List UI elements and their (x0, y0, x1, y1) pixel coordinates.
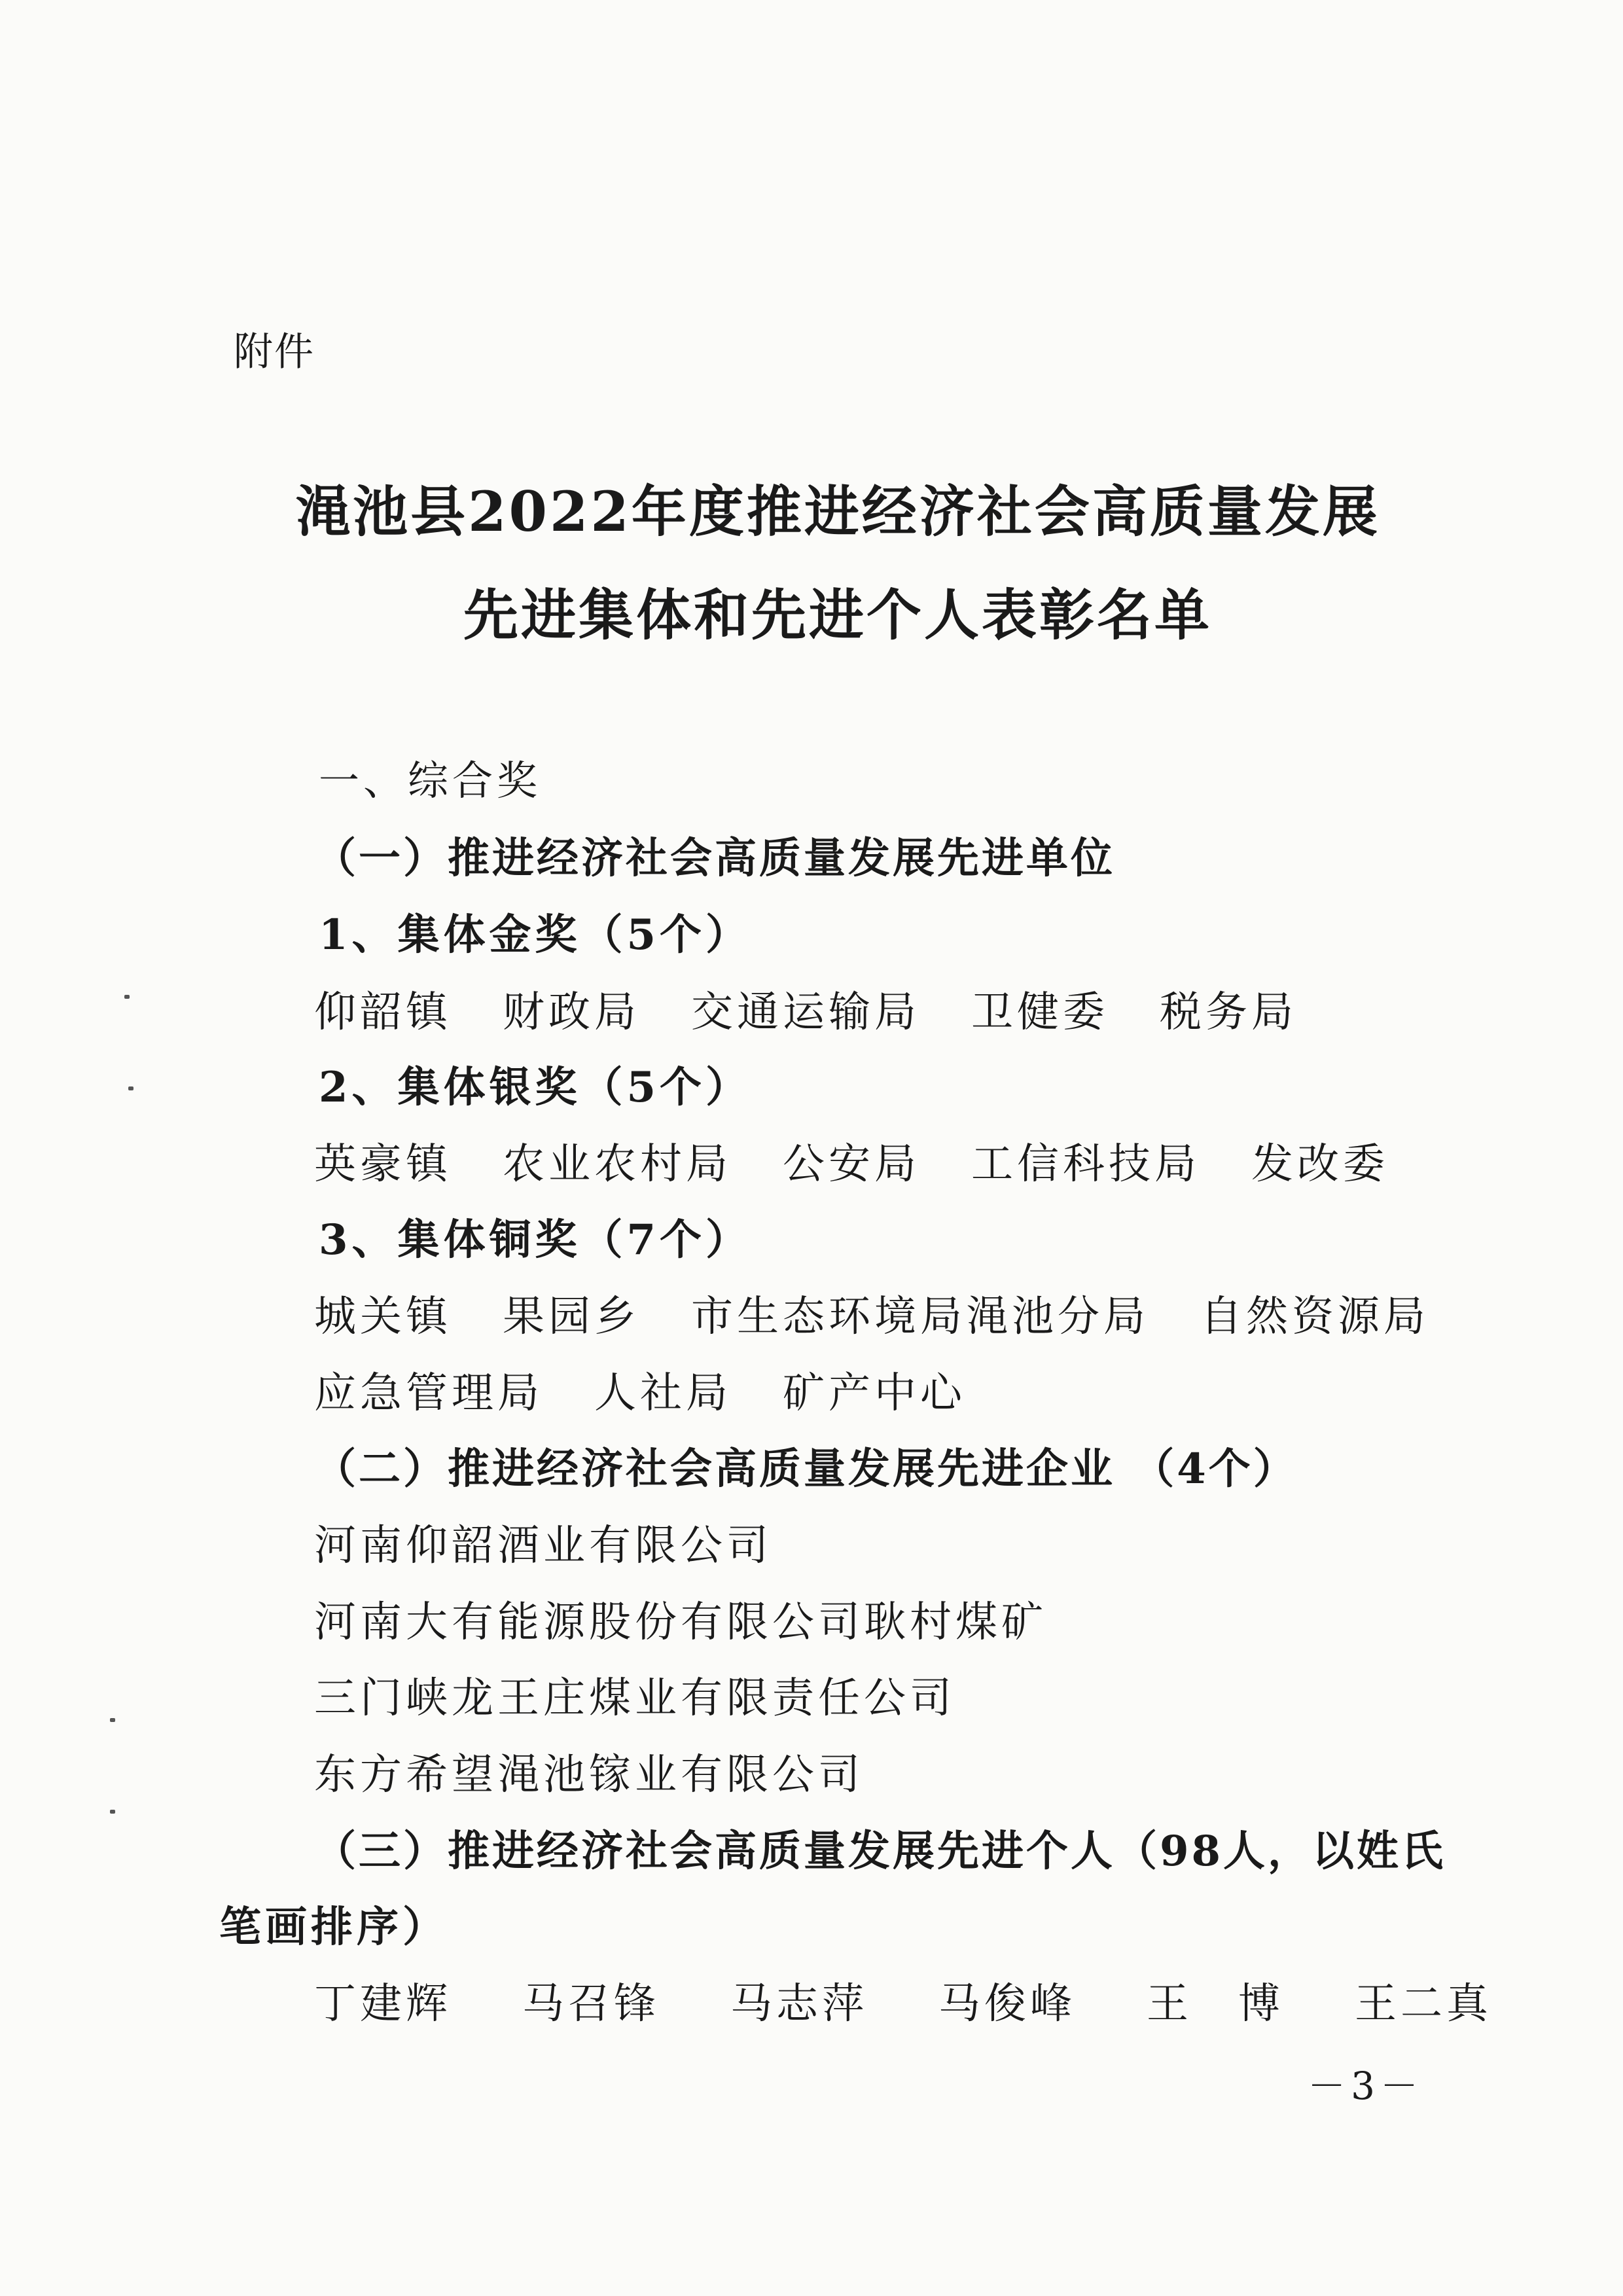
person-name: 马俊峰 (938, 1980, 1076, 2028)
bronze-award-heading: 3、集体铜奖（7个） (319, 1215, 752, 1265)
list-item: 卫健委 (971, 988, 1109, 1037)
list-item: 城关镇 (314, 1293, 452, 1341)
list-item: 应急管理局 (314, 1369, 543, 1418)
gold-award-heading: 1、集体金奖（5个） (319, 910, 752, 960)
subsection-2-heading: （二）推进经济社会高质量发展先进企业 （4个） (314, 1444, 1298, 1494)
enterprise-item: 河南大有能源股份有限公司耿村煤矿 (314, 1598, 1047, 1647)
list-item: 仰韶镇 (314, 988, 452, 1037)
silver-award-heading: 2、集体银奖（5个） (319, 1063, 752, 1112)
document-title-line-2: 先进集体和先进个人表彰名单 (463, 583, 1212, 647)
person-name: 马召锋 (522, 1980, 660, 2028)
list-item: 财政局 (503, 988, 640, 1037)
list-item: 工信科技局 (971, 1140, 1200, 1189)
list-item: 自然资源局 (1200, 1293, 1429, 1341)
person-list (314, 1970, 1492, 2030)
person-name: 王 博 (1147, 1980, 1284, 2028)
enterprise-item: 河南仰韶酒业有限公司 (314, 1522, 772, 1570)
list-item: 人社局 (594, 1369, 732, 1418)
enterprise-item: 三门峡龙王庄煤业有限责任公司 (314, 1674, 955, 1723)
scan-speck (124, 995, 130, 999)
silver-award-list (314, 1130, 1389, 1191)
bronze-award-list-line-1 (314, 1283, 1429, 1343)
scan-speck (110, 1810, 115, 1814)
list-item: 发改委 (1251, 1140, 1389, 1189)
list-item: 市生态环境局渑池分局 (691, 1293, 1149, 1341)
document-title-line-1: 渑池县2022年度推进经济社会高质量发展 (295, 479, 1380, 544)
subsection-3-heading-line-1: （三）推进经济社会高质量发展先进个人（98人，以姓氏 (314, 1827, 1446, 1876)
list-item: 交通运输局 (691, 988, 920, 1037)
list-item: 果园乡 (503, 1293, 640, 1341)
section-1-heading: 一、综合奖 (319, 757, 542, 804)
person-name: 马志萍 (730, 1980, 868, 2028)
attachment-label: 附件 (234, 329, 315, 375)
person-name: 丁建辉 (314, 1980, 452, 2028)
person-name: 王二真 (1355, 1980, 1492, 2028)
list-item: 英豪镇 (314, 1140, 452, 1189)
page-number: －3－ (1308, 2064, 1423, 2108)
enterprise-item: 东方希望渑池镓业有限公司 (314, 1751, 864, 1799)
subsection-1-heading: （一）推进经济社会高质量发展先进单位 (314, 834, 1115, 883)
scan-speck (110, 1718, 115, 1722)
scan-speck (128, 1086, 134, 1090)
list-item: 税务局 (1160, 988, 1297, 1037)
bronze-award-list-line-2 (314, 1359, 966, 1420)
list-item: 矿产中心 (783, 1369, 966, 1418)
list-item: 公安局 (783, 1140, 920, 1189)
subsection-3-heading-line-2: 笔画排序） (219, 1903, 448, 1952)
list-item: 农业农村局 (503, 1140, 732, 1189)
gold-award-list (314, 978, 1297, 1039)
